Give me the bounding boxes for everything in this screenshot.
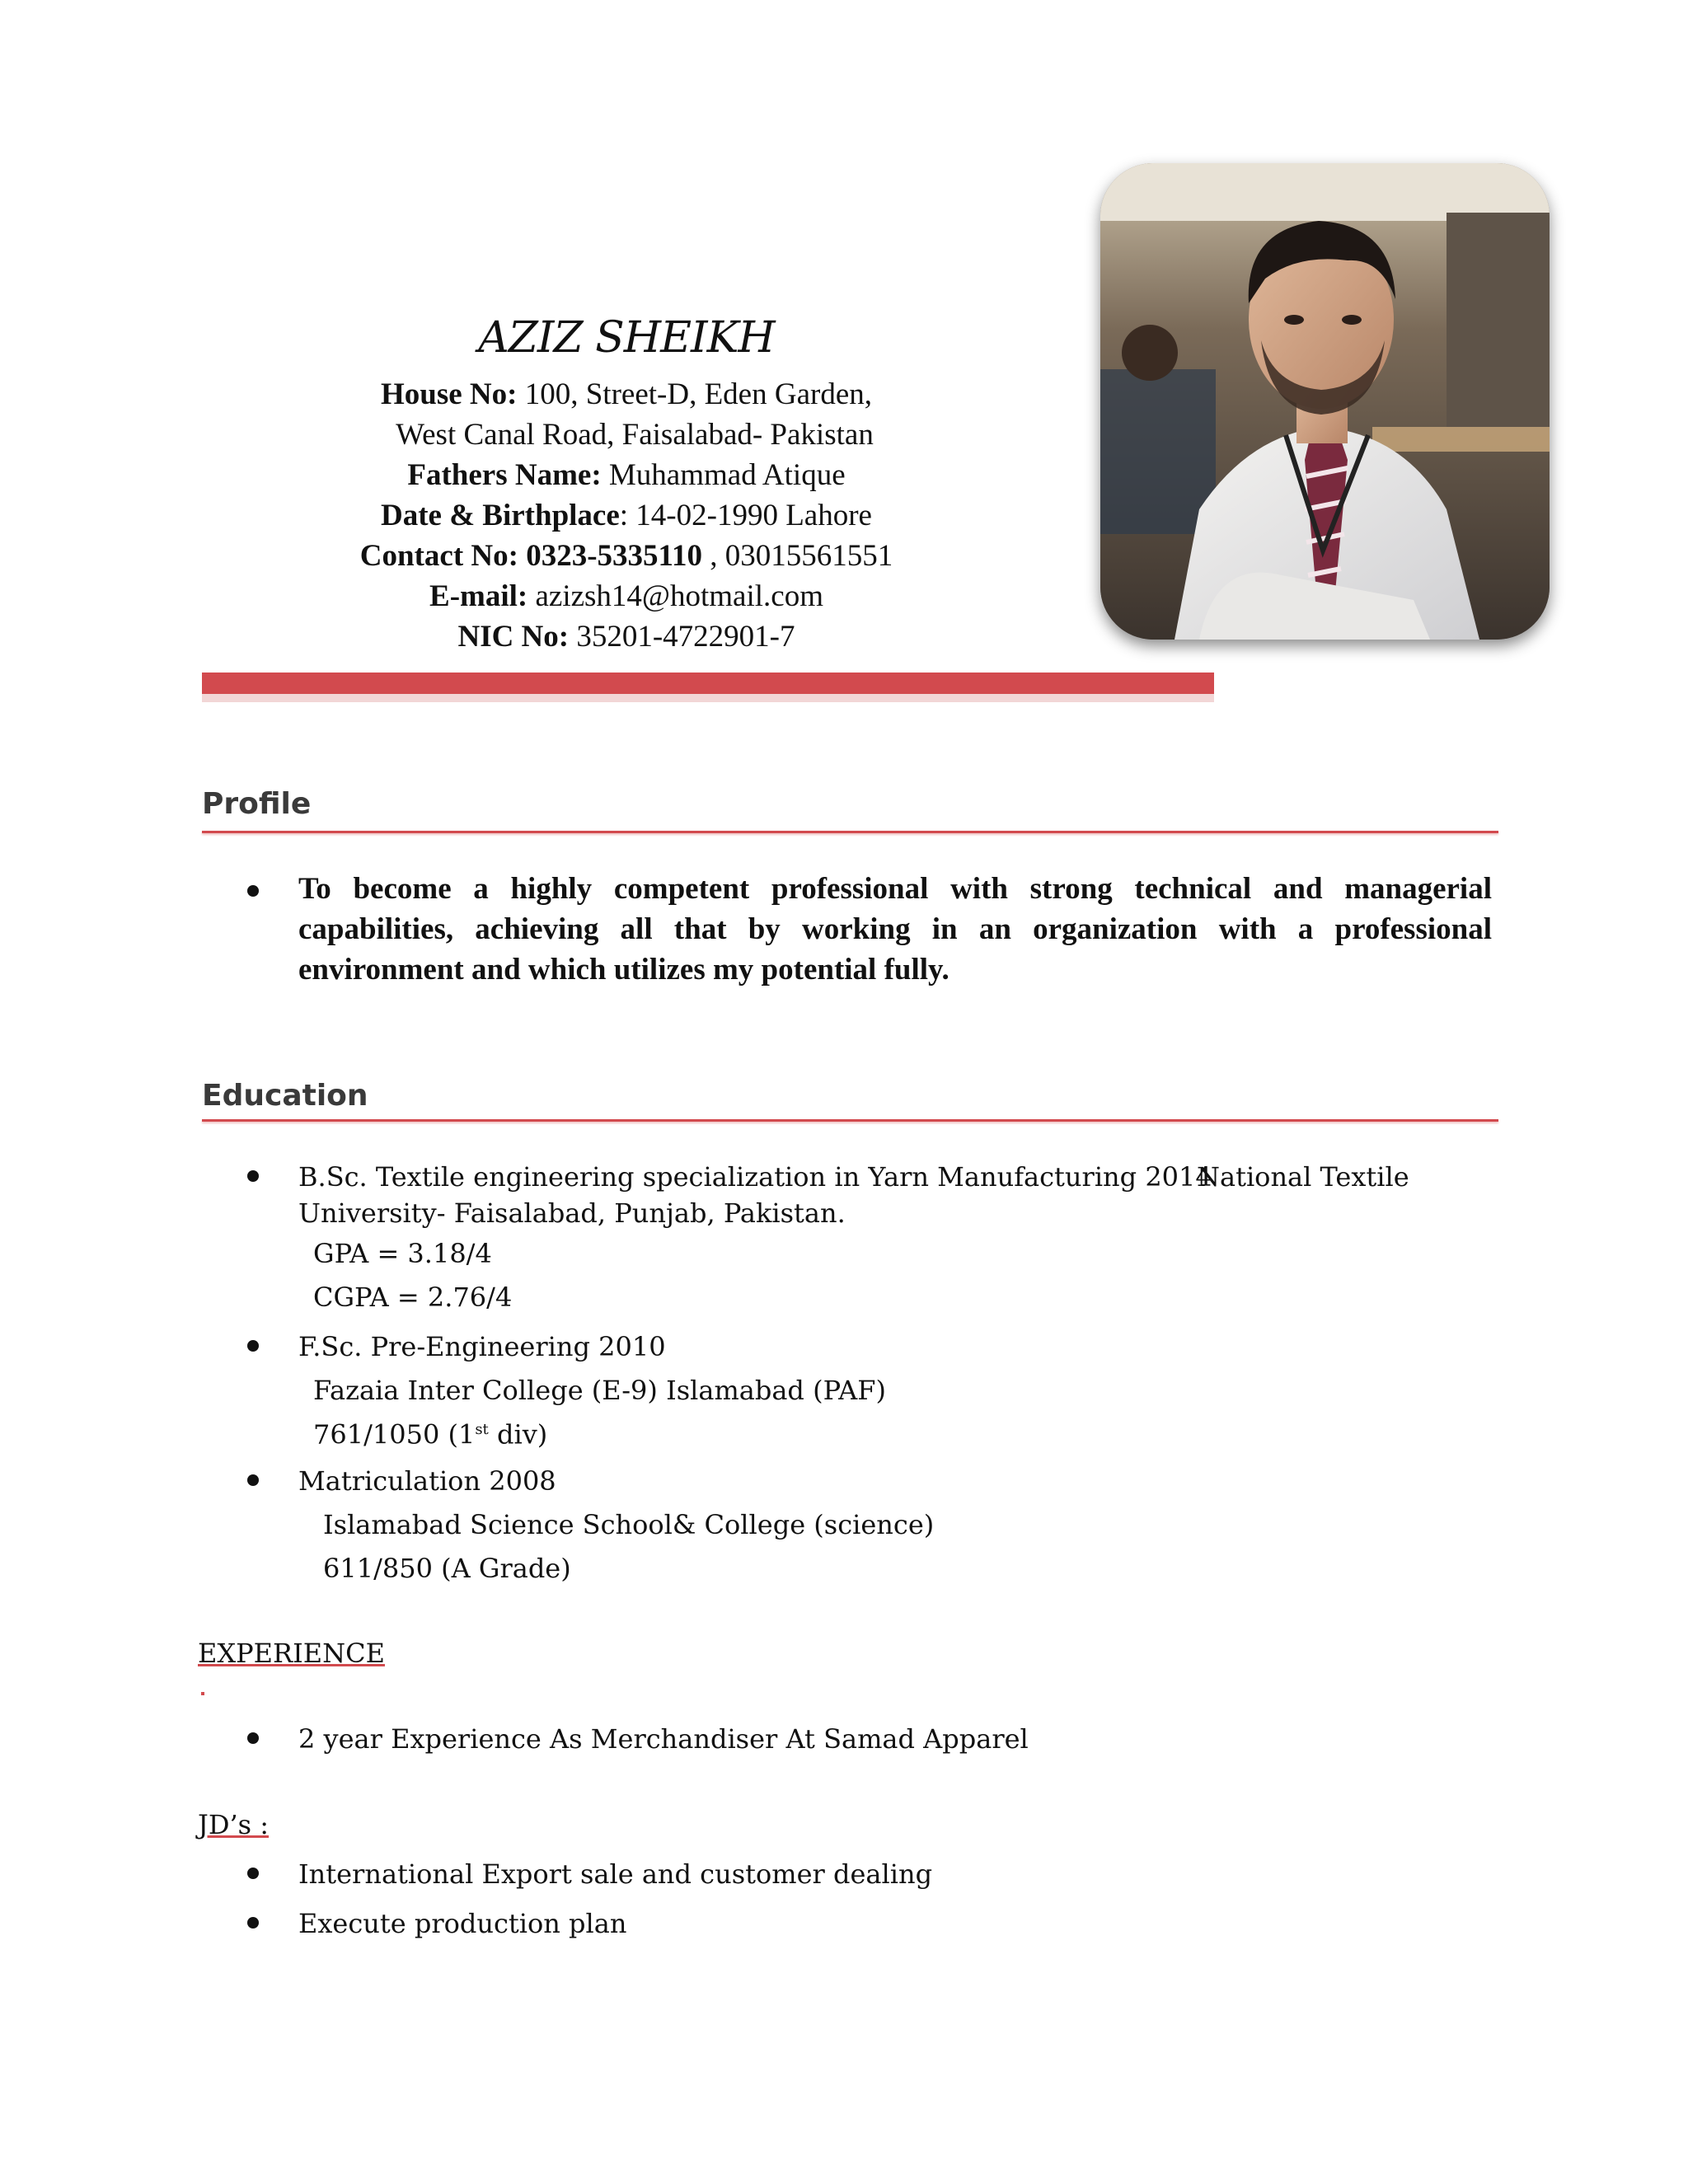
education-item-2-college: Fazaia Inter College (E-9) Islamabad (PAF): [313, 1375, 886, 1406]
education-item-3-line1: Matriculation 2008: [298, 1465, 556, 1497]
education-item-2-marks-b: div): [488, 1418, 548, 1451]
contact-primary: 0323-5335110: [518, 539, 702, 573]
education-item-2-marks: [313, 1412, 547, 1453]
nic-line: [280, 616, 973, 657]
education-section-title: Education: [202, 1079, 368, 1113]
header-divider-bar: [202, 673, 1214, 694]
education-section-rule: [202, 1119, 1498, 1122]
education-item-1-line1b: National Textile: [1197, 1161, 1409, 1193]
experience-heading: EXPERIENCE: [198, 1638, 385, 1669]
profile-photo: [1100, 163, 1550, 640]
education-item-1-line2: University- Faisalabad, Punjab, Pakistan.: [298, 1197, 846, 1229]
education-item-2-line1: F.Sc. Pre-Engineering 2010: [298, 1331, 666, 1362]
house-label: House No:: [381, 377, 518, 411]
education-bullet-3: [247, 1474, 259, 1486]
experience-marker-dot: [201, 1692, 204, 1695]
education-item-3-marks: 611/850 (A Grade): [323, 1553, 571, 1584]
education-item-1-line1: B.Sc. Textile engineering specialization in Yarn Manufacturing 2014: [298, 1161, 1212, 1193]
education-item-2-marks-a: 761/1050 (1: [313, 1418, 476, 1451]
experience-item-1: 2 year Experience As Merchandiser At Samad Apparel: [298, 1723, 1029, 1755]
address-line-1: [280, 374, 973, 415]
contact-label: Contact No:: [359, 539, 518, 573]
email-label: E-mail:: [429, 579, 528, 613]
jds-bullet-2: [247, 1917, 259, 1929]
experience-bullet-1: [247, 1732, 259, 1744]
profile-section-rule: [202, 831, 1498, 833]
education-item-1-gpa: GPA = 3.18/4: [313, 1238, 492, 1269]
jds-item-2: Execute production plan: [298, 1908, 627, 1939]
education-item-3-school: Islamabad Science School& College (science): [323, 1509, 935, 1540]
contact-line: [280, 536, 973, 576]
nic-value: 35201-4722901-7: [569, 620, 795, 654]
address-line-2: West Canal Road, Faisalabad- Pakistan: [396, 418, 874, 452]
dob-line: [280, 495, 973, 536]
email-value: azizsh14@hotmail.com: [528, 579, 823, 613]
education-bullet-2: [247, 1340, 259, 1352]
dob-label: Date & Birthplace: [381, 499, 620, 532]
jds-item-1: International Export sale and customer dealing: [298, 1858, 933, 1890]
header-divider-shadow: [202, 694, 1214, 702]
profile-section-title: Profile: [202, 787, 312, 821]
dob-value: : 14-02-1990 Lahore: [619, 499, 872, 532]
candidate-name: AZIZ SHEIKH: [478, 313, 775, 363]
profile-photo-illustration: [1100, 163, 1550, 640]
education-bullet-1: [247, 1170, 259, 1182]
email-line: [280, 576, 973, 616]
education-item-2-marks-sup: st: [475, 1421, 489, 1438]
fathers-label: Fathers Name:: [407, 458, 602, 492]
jds-heading: JD’s :: [198, 1809, 270, 1840]
jds-bullet-1: [247, 1868, 259, 1879]
profile-bullet: [247, 885, 259, 897]
contact-secondary: , 03015561551: [701, 539, 893, 573]
profile-objective-text: To become a highly competent professional with strong technical and managerial capabilities, achieving all that by working in an organization with a professional environment and which utilizes my potential fully.: [298, 872, 1492, 987]
house-value: 100, Street-D, Eden Garden,: [517, 377, 872, 411]
fathers-name-line: [280, 455, 973, 495]
education-item-1-cgpa: CGPA = 2.76/4: [313, 1282, 513, 1313]
fathers-value: Muhammad Atique: [601, 458, 846, 492]
nic-label: NIC No:: [457, 620, 570, 654]
